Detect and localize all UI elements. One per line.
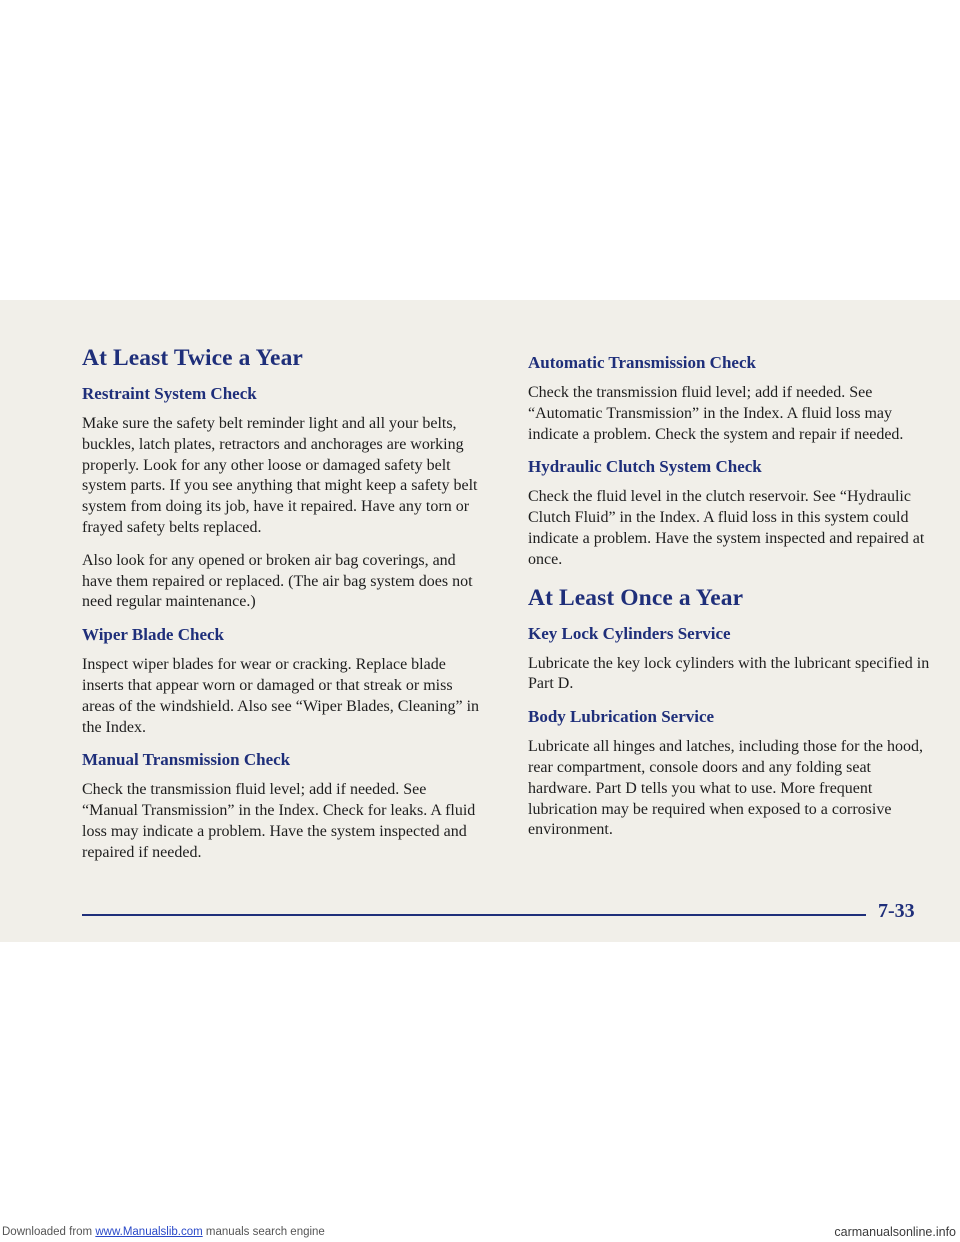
heading-twice-a-year: At Least Twice a Year (82, 345, 303, 371)
top-margin (0, 0, 960, 300)
key-lock-title: Key Lock Cylinders Service (528, 623, 731, 643)
download-prefix: Downloaded from (2, 1226, 93, 1238)
manual-transmission-paragraph: Check the transmission fluid level; add if needed. See “Manual Transmission” in the Index. Check for leaks. A fluid loss may indicate a problem. Have the system inspected and repaired if needed. (82, 781, 476, 861)
manual-transmission-title: Manual Transmission Check (82, 750, 291, 770)
left-column (82, 345, 484, 876)
heading-once-a-year: At Least Once a Year (528, 584, 744, 611)
footer-rule (82, 914, 866, 916)
wiper-blade-title: Wiper Blade Check (82, 625, 224, 645)
download-bar (0, 1224, 960, 1242)
hydraulic-clutch-title: Hydraulic Clutch System Check (528, 457, 762, 477)
page-number: 7-33 (878, 900, 915, 922)
restraint-paragraph-2: Also look for any opened or broken air bag coverings, and have them repaired or replaced. (The air bag system does not need regular maintenance.) (82, 551, 473, 611)
restraint-system-title: Restraint System Check (82, 384, 257, 403)
restraint-paragraph-1: Make sure the safety belt reminder light and all your belts, buckles, latch plates, retractors and anchorages are working properly. Look for any other loose or damaged safety belt system parts. If you see anything that might keep a safety belt system from doing its job, have it repaired. Have any torn or frayed safety belts replaced. (82, 415, 478, 536)
right-column (528, 345, 936, 853)
download-suffix: manuals search engine (205, 1226, 325, 1238)
automatic-transmission-title: Automatic Transmission Check (528, 353, 756, 372)
download-credit (2, 1226, 325, 1238)
manualslib-link[interactable]: www.Manualslib.com (95, 1226, 203, 1238)
wiper-blade-paragraph: Inspect wiper blades for wear or cracking. Replace blade inserts that appear worn or damaged or that streak or miss areas of the windshield. Also see “Wiper Blades, Cleaning” in the Index. (82, 656, 480, 736)
watermark: carmanualsonline.info (834, 1225, 956, 1239)
hydraulic-clutch-paragraph: Check the fluid level in the clutch reservoir. See “Hydraulic Clutch Fluid” in the Index. A fluid loss in this system could indicate a problem. Have the system inspected and repaired at once. (528, 488, 925, 568)
automatic-transmission-paragraph: Check the transmission fluid level; add if needed. See “Automatic Transmission” in the Index. A fluid loss may indicate a problem. Check the system and repair if needed. (528, 384, 904, 443)
key-lock-paragraph: Lubricate the key lock cylinders with the lubricant specified in Part D. (528, 654, 930, 693)
body-lubrication-paragraph: Lubricate all hinges and latches, including those for the hood, rear compartment, console doors and any folding seat hardware. Part D tells you what to use. More frequent lubrication may be required when exposed to a corrosive environment. (528, 738, 923, 839)
body-lubrication-title: Body Lubrication Service (528, 707, 715, 727)
bottom-margin (0, 942, 960, 1242)
